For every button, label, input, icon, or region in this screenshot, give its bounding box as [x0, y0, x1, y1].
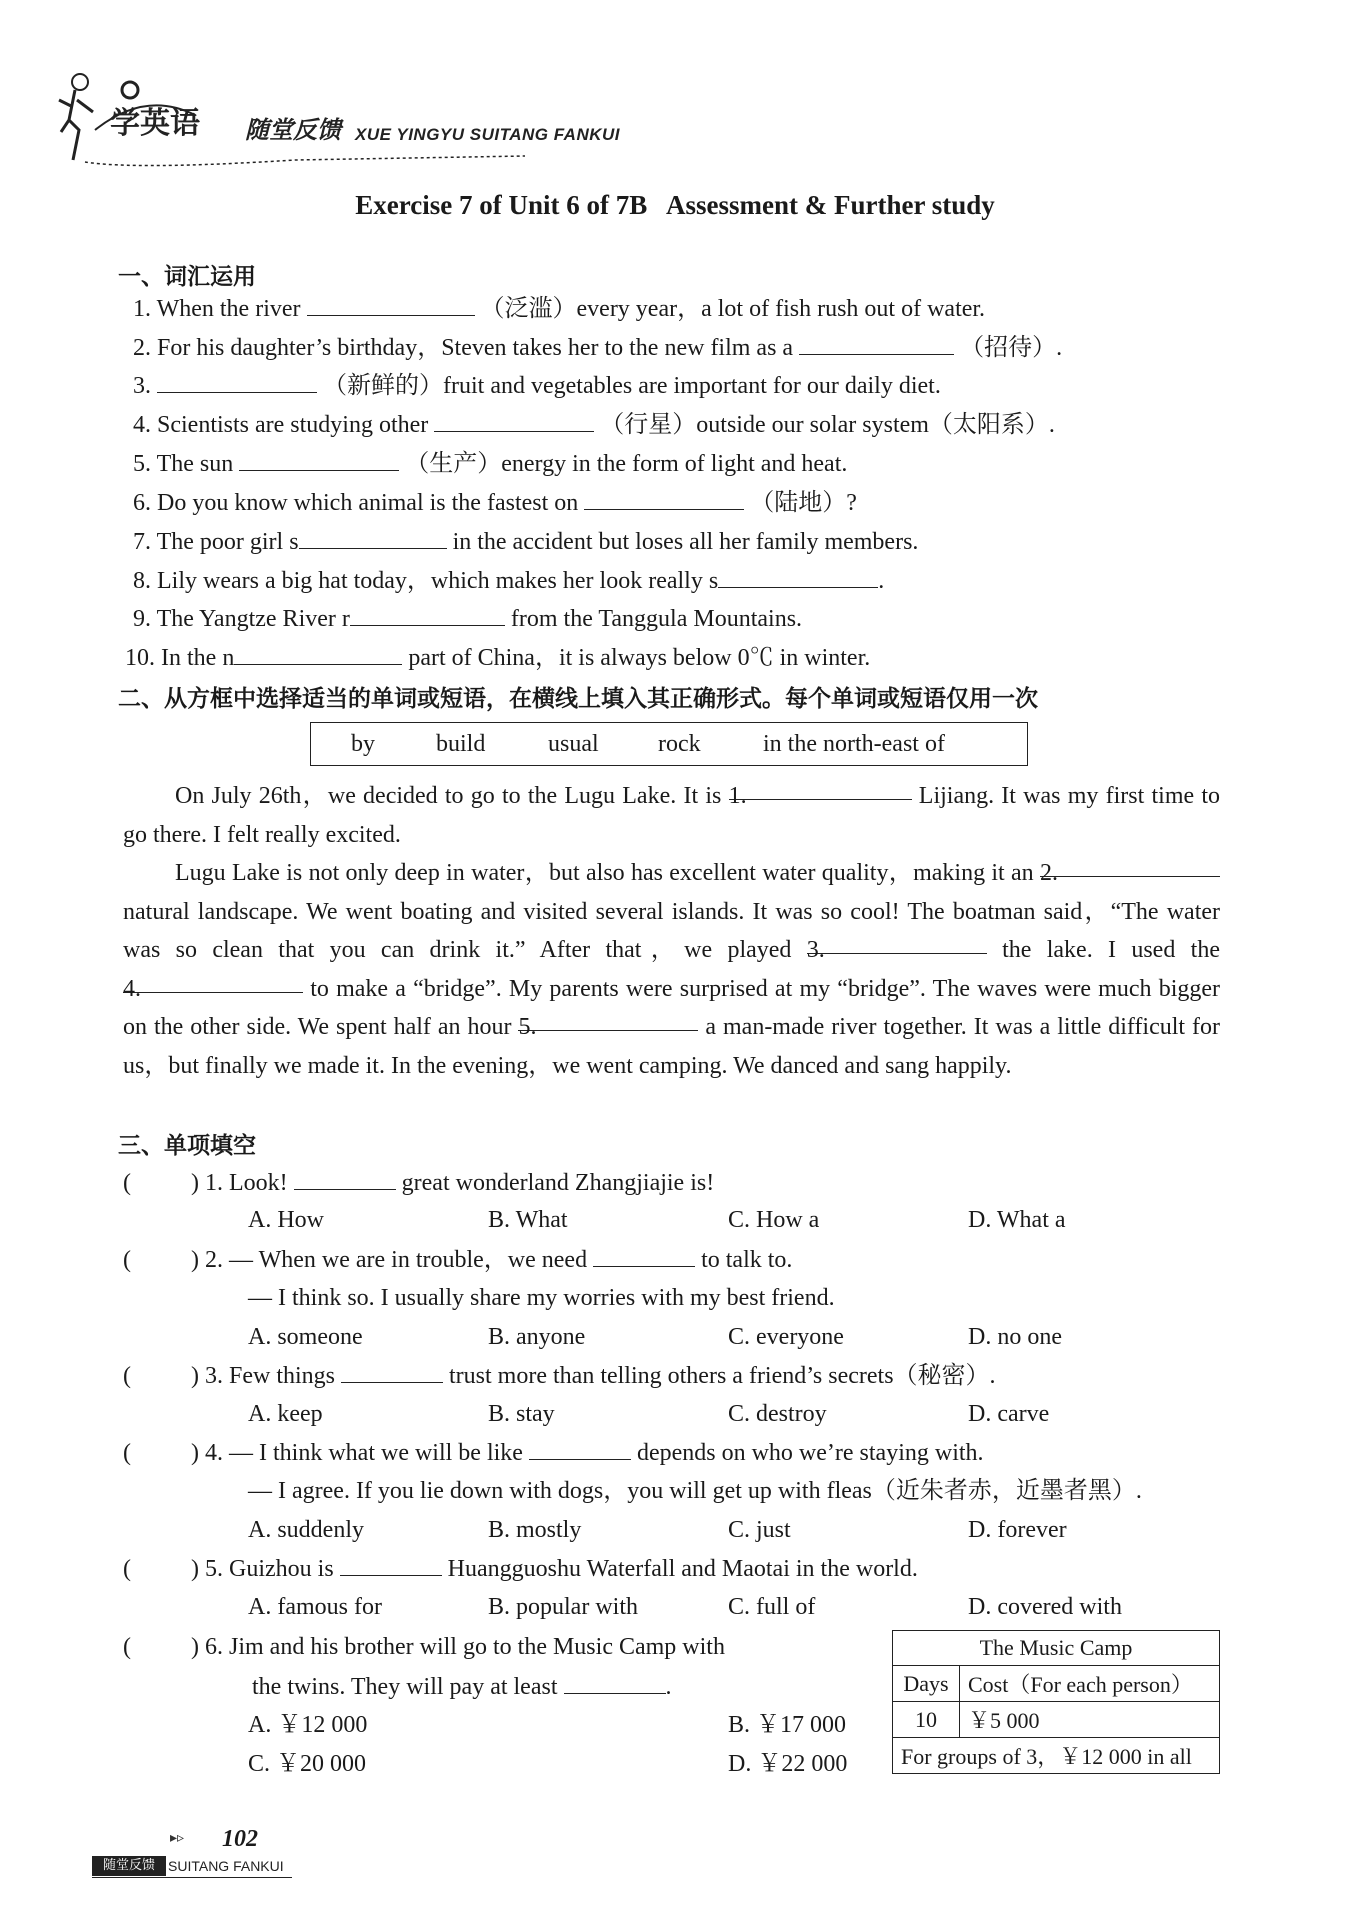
- option-a[interactable]: A. suddenly: [248, 1517, 364, 1543]
- passage-blank-3[interactable]: [806, 931, 987, 963]
- option-a[interactable]: A. keep: [248, 1401, 323, 1427]
- answer-paren-close: ): [191, 1247, 199, 1273]
- answer-blank[interactable]: [584, 487, 744, 510]
- option-a[interactable]: A. How: [248, 1207, 324, 1233]
- option-d[interactable]: D. What a: [968, 1207, 1066, 1233]
- question-number: 4.: [205, 1440, 223, 1466]
- footer-sub: SUITANG FANKUI: [168, 1858, 284, 1874]
- item-number: 8.: [133, 568, 151, 594]
- option-b[interactable]: B. stay: [488, 1401, 555, 1427]
- question-text: — When we are in trouble，we need: [229, 1247, 588, 1273]
- item-number: 9.: [133, 606, 151, 632]
- question-blank[interactable]: [340, 1553, 442, 1576]
- option-b[interactable]: B. ￥17 000: [728, 1712, 847, 1738]
- passage-text: first time to go there. I felt really excited.: [123, 783, 1221, 848]
- answer-paren-close: ): [191, 1440, 199, 1466]
- question-text: Jim and his brother will go to the Music Camp with: [229, 1634, 725, 1660]
- box-word: rock: [658, 731, 701, 757]
- answer-paren-open: (: [123, 1247, 131, 1273]
- answer-blank[interactable]: [239, 448, 399, 471]
- answer-blank[interactable]: [434, 409, 594, 432]
- question-text: Few things: [229, 1363, 336, 1389]
- option-c[interactable]: C. destroy: [728, 1401, 827, 1427]
- section1-heading: 一、词汇运用: [118, 264, 256, 290]
- passage-blank-4[interactable]: [123, 970, 303, 1002]
- blank-number: 2.: [1040, 860, 1058, 886]
- brand-cn: 学英语: [110, 106, 200, 141]
- item-number: 3.: [133, 373, 151, 399]
- question-number: 5.: [205, 1556, 223, 1582]
- option-a[interactable]: A. famous for: [248, 1594, 382, 1620]
- q4-line2: — I agree. If you lie down with dogs，you will get up with fleas（近朱者赤，近墨者黑）.: [248, 1478, 1142, 1504]
- option-a[interactable]: A. someone: [248, 1324, 363, 1350]
- passage-blank-2[interactable]: [1040, 854, 1220, 886]
- s1-item-8: [133, 565, 884, 596]
- item-number: 10.: [125, 645, 155, 671]
- answer-paren-open: (: [123, 1170, 131, 1196]
- q2-row: [123, 1244, 792, 1275]
- passage-text: On July 26th，we decided to go to the Lugu Lake. It is: [175, 783, 722, 809]
- answer-blank[interactable]: [799, 332, 954, 355]
- option-a[interactable]: A. ￥12 000: [248, 1712, 368, 1738]
- item-text: （行星）outside our solar system（太阳系）.: [600, 412, 1055, 438]
- item-text: When the river: [156, 296, 301, 322]
- table-header-cost: Cost（For each person）: [960, 1666, 1220, 1702]
- answer-paren-close: ): [191, 1634, 199, 1660]
- passage-text: surprised at my “bridge”. The waves were much bigger on the other side. We spent half an hour: [123, 975, 1221, 1040]
- box-word: usual: [548, 731, 599, 757]
- page-arrow-icon: ▸▹: [170, 1830, 185, 1846]
- footer-divider: [92, 1877, 292, 1878]
- page-title: Exercise 7 of Unit 6 of 7B Assessment & Further study: [355, 190, 995, 220]
- q6-row: [123, 1632, 725, 1662]
- item-text: （新鲜的）fruit and vegetables are important for our daily diet.: [323, 373, 941, 399]
- option-b[interactable]: B. What: [488, 1207, 568, 1233]
- question-blank[interactable]: [593, 1244, 695, 1267]
- answer-blank[interactable]: [234, 642, 402, 665]
- item-text: from the Tanggula Mountains.: [510, 606, 803, 632]
- s1-item-5: [133, 448, 847, 479]
- s1-item-7: [133, 526, 918, 557]
- passage-blank-5[interactable]: [518, 1008, 698, 1040]
- s1-item-6: [133, 487, 857, 518]
- passage: [123, 777, 1220, 1085]
- passage-text: Lugu Lake is not only deep in water，but also has excellent water quality，making it an: [175, 860, 1034, 886]
- word-box: [310, 722, 1028, 766]
- s1-item-3: [133, 370, 941, 401]
- item-text: The Yangtze River r: [156, 606, 350, 632]
- answer-paren-open: (: [123, 1363, 131, 1389]
- item-number: 4.: [133, 412, 151, 438]
- question-blank[interactable]: [564, 1671, 666, 1694]
- passage-text: to make a “bridge”. My parents were: [310, 975, 673, 1002]
- answer-paren-open: (: [123, 1440, 131, 1466]
- q4-row: [123, 1437, 984, 1468]
- question-blank[interactable]: [341, 1360, 443, 1383]
- item-text: Lily wears a big hat today，which makes her look really s: [157, 568, 719, 594]
- item-text: （生产）energy in the form of light and heat.: [405, 451, 848, 477]
- item-text: in the accident but loses all her family members.: [452, 529, 919, 555]
- item-number: 7.: [133, 529, 151, 555]
- passage-text: the lake. I used the: [1002, 937, 1220, 963]
- answer-paren-open: (: [123, 1634, 131, 1660]
- table-cell-cost: ￥5 000: [960, 1702, 1220, 1738]
- table-cell-days: 10: [893, 1702, 960, 1738]
- option-b[interactable]: B. anyone: [488, 1324, 586, 1350]
- s1-item-4: [133, 409, 1055, 440]
- item-text: The sun: [156, 451, 234, 477]
- table-note: For groups of 3，￥12 000 in all: [893, 1738, 1220, 1774]
- item-number: 2.: [133, 335, 151, 361]
- answer-paren-close: ): [191, 1363, 199, 1389]
- blank-number: 4.: [123, 975, 141, 1002]
- section3-heading: 三、单项填空: [118, 1133, 256, 1159]
- s1-item-10: [125, 642, 870, 673]
- q1-row: [123, 1167, 714, 1198]
- answer-blank[interactable]: [299, 526, 447, 549]
- s1-item-2: [133, 332, 1062, 363]
- question-text: depends on who we’re staying with.: [636, 1440, 984, 1466]
- answer-paren-open: (: [123, 1556, 131, 1582]
- item-text: In the n: [161, 645, 235, 671]
- answer-paren-close: ): [191, 1556, 199, 1582]
- question-text: Guizhou is: [229, 1556, 334, 1582]
- question-text: great wonderland Zhangjiajie is!: [401, 1170, 715, 1196]
- option-c[interactable]: C. just: [728, 1517, 791, 1543]
- question-text: to talk to.: [701, 1247, 793, 1273]
- box-word: in the north-east of: [763, 731, 945, 757]
- item-text: （陆地）?: [750, 490, 857, 516]
- passage-text: The boatman said，“The water was so clean that you can drink it.” After that，we played: [123, 898, 1221, 963]
- option-d[interactable]: D. covered with: [968, 1594, 1122, 1620]
- option-c[interactable]: C. full of: [728, 1594, 816, 1620]
- question-number: 2.: [205, 1247, 223, 1273]
- table-header-days: Days: [893, 1666, 960, 1702]
- blank-number: 1.: [728, 783, 747, 809]
- music-camp-table: [892, 1630, 1220, 1774]
- option-d[interactable]: D. no one: [968, 1324, 1062, 1350]
- passage-text: it. In the evening，we went camping. We danced and sang happily.: [365, 1052, 1012, 1079]
- item-text: Do you know which animal is the fastest on: [157, 490, 579, 516]
- table-title: The Music Camp: [893, 1631, 1220, 1666]
- box-word: by: [351, 731, 375, 757]
- option-d[interactable]: D. forever: [968, 1517, 1067, 1543]
- question-number: 6.: [205, 1634, 223, 1660]
- item-text: part of China，it is always below 0℃ in winter.: [408, 645, 871, 671]
- question-text: the twins. They will pay at least: [252, 1674, 558, 1700]
- item-number: 6.: [133, 490, 151, 516]
- answer-blank[interactable]: [307, 293, 475, 316]
- page-number: 102: [222, 1826, 258, 1852]
- item-text: .: [878, 568, 885, 594]
- passage-blank-1[interactable]: [728, 777, 912, 809]
- item-text: （招待）.: [960, 335, 1063, 361]
- question-text: trust more than telling others a friend’s secrets（秘密）.: [449, 1363, 996, 1389]
- passage-text: a man-made river together. It was a little difficult for us，but finally we made: [123, 1014, 1221, 1079]
- item-text: The poor girl s: [156, 529, 299, 555]
- brand-sub-cn: 随堂反馈: [245, 116, 341, 144]
- option-b[interactable]: B. popular with: [488, 1594, 638, 1620]
- q3-row: [123, 1360, 996, 1391]
- option-d[interactable]: D. carve: [968, 1401, 1050, 1427]
- item-text: Scientists are studying other: [157, 412, 429, 438]
- answer-blank[interactable]: [350, 603, 505, 626]
- item-number: 5.: [133, 451, 151, 477]
- question-number: 3.: [205, 1363, 223, 1389]
- item-text: For his daughter’s birthday，Steven takes her to the new film as a: [157, 335, 794, 361]
- item-text: （泛滥）every year，a lot of fish rush out of water.: [480, 296, 986, 322]
- passage-text: Lijiang. It was my: [918, 783, 1099, 809]
- answer-blank[interactable]: [718, 565, 878, 588]
- question-text: Huangguoshu Waterfall and Maotai in the world.: [447, 1556, 918, 1582]
- footer-tag: 随堂反馈: [92, 1856, 166, 1876]
- q6-line2: [252, 1671, 672, 1702]
- passage-text: natural landscape. We went boating and visited several islands. It was so cool!: [123, 898, 900, 925]
- answer-blank[interactable]: [157, 370, 317, 393]
- question-text: — I think what we will be like: [229, 1440, 523, 1466]
- question-blank[interactable]: [529, 1437, 631, 1460]
- answer-paren-close: ): [191, 1170, 199, 1196]
- q5-row: [123, 1553, 918, 1584]
- section2-heading: 二、从方框中选择适当的单词或短语，在横线上填入其正确形式。每个单词或短语仅用一次: [118, 686, 1038, 712]
- s1-item-1: [133, 293, 985, 324]
- brand-en: XUE YINGYU SUITANG FANKUI: [355, 125, 621, 144]
- question-text: Look!: [229, 1170, 288, 1196]
- option-c[interactable]: C. everyone: [728, 1324, 844, 1350]
- blank-number: 5.: [518, 1014, 537, 1040]
- s1-item-9: [133, 603, 802, 634]
- box-word: build: [436, 731, 486, 757]
- question-text: .: [665, 1674, 672, 1700]
- question-number: 1.: [205, 1170, 223, 1196]
- option-b[interactable]: B. mostly: [488, 1517, 582, 1543]
- question-blank[interactable]: [294, 1167, 396, 1190]
- q2-line2: — I think so. I usually share my worries with my best friend.: [248, 1285, 835, 1311]
- blank-number: 3.: [806, 937, 825, 963]
- option-c[interactable]: C. ￥20 000: [248, 1751, 367, 1777]
- option-c[interactable]: C. How a: [728, 1207, 820, 1233]
- option-d[interactable]: D. ￥22 000: [728, 1751, 848, 1777]
- header-banner: [55, 70, 655, 170]
- item-number: 1.: [133, 296, 151, 322]
